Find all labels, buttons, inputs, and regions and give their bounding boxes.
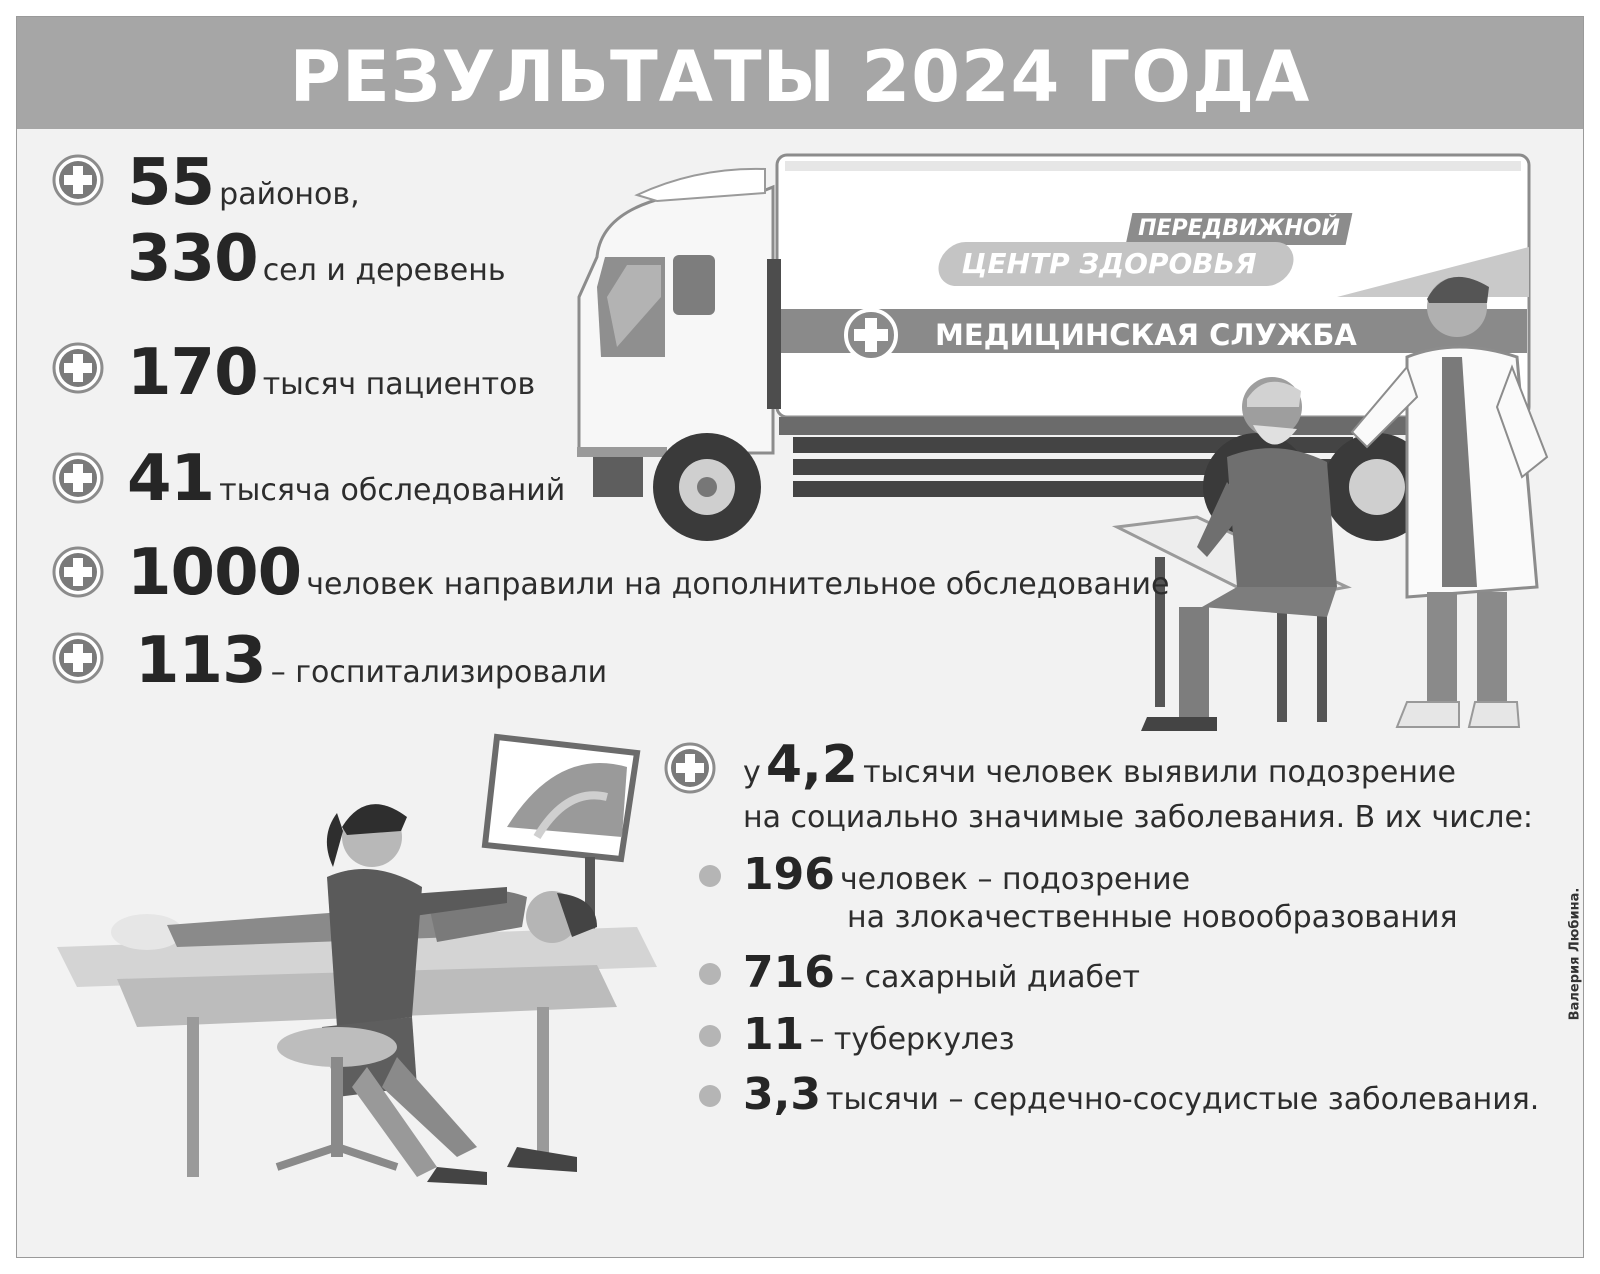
bullet-dot	[699, 1085, 721, 1107]
stat-number: 170	[127, 336, 258, 410]
disease-number: 3,3	[743, 1069, 821, 1120]
bullet-dot	[699, 963, 721, 985]
doctor-patient-illustration	[1107, 257, 1557, 737]
stat-districts	[127, 146, 360, 220]
plus-circle-icon	[51, 631, 105, 685]
disease-number: 11	[743, 1009, 805, 1060]
stat-villages	[127, 222, 506, 296]
truck-plus-icon	[843, 307, 899, 363]
plus-circle-icon	[51, 153, 105, 207]
stat-hospitalized	[135, 624, 608, 698]
stat-number: 41	[127, 442, 215, 516]
plus-circle-icon	[51, 545, 105, 599]
stat-label: тысяча обследований	[219, 473, 566, 508]
disease-item	[743, 1069, 1540, 1120]
disease-label-cont: на злокачественные новообразования	[847, 900, 1458, 935]
suspicion-line-2: на социально значимые заболевания. В их числе:	[743, 800, 1534, 835]
stat-referred	[127, 536, 1170, 610]
plus-circle-icon	[51, 341, 105, 395]
ultrasound-illustration	[37, 727, 677, 1247]
stat-number: 113	[135, 624, 266, 698]
stat-patients	[127, 336, 536, 410]
disease-item	[743, 947, 1140, 998]
title-banner	[17, 17, 1583, 129]
stat-examinations	[127, 442, 566, 516]
stat-number: 1000	[127, 536, 302, 610]
disease-label: – туберкулез	[809, 1022, 1015, 1057]
suspicion-line-1	[743, 735, 1456, 795]
suspicion-number: 4,2	[765, 735, 858, 795]
disease-item	[743, 849, 1191, 900]
bullet-dot	[699, 1025, 721, 1047]
truck-stripe-text: МЕДИЦИНСКАЯ СЛУЖБА	[935, 318, 1357, 352]
stat-label: – госпитализировали	[270, 655, 608, 690]
suspicion-prefix: у	[743, 755, 761, 790]
plus-circle-icon	[51, 451, 105, 505]
stat-label: сел и деревень	[262, 253, 506, 288]
disease-number: 716	[743, 947, 835, 998]
page-title: РЕЗУЛЬТАТЫ 2024 ГОДА	[289, 36, 1311, 118]
plus-circle-icon	[663, 741, 717, 795]
bullet-dot	[699, 865, 721, 887]
disease-label: – сахарный диабет	[839, 960, 1140, 995]
stat-label: районов,	[219, 177, 360, 212]
stat-number: 55	[127, 146, 215, 220]
truck-tag-main-text: ЦЕНТР ЗДОРОВЬЯ	[961, 247, 1257, 280]
author-credit: Валерия Любина.	[1567, 887, 1583, 1021]
disease-label: тысячи – сердечно-сосудистые заболевания.	[826, 1082, 1540, 1117]
disease-item	[743, 1009, 1015, 1060]
disease-number: 196	[743, 849, 835, 900]
suspicion-text: тысячи человек выявили подозрение	[863, 755, 1456, 790]
stat-label: человек направили на дополнительное обследование	[306, 567, 1170, 602]
stat-number: 330	[127, 222, 258, 296]
truck-tag-top-text: ПЕРЕДВИЖНОЙ	[1138, 216, 1340, 241]
infographic	[16, 16, 1584, 1258]
disease-label: человек – подозрение	[839, 862, 1191, 897]
stat-label: тысяч пациентов	[262, 367, 536, 402]
